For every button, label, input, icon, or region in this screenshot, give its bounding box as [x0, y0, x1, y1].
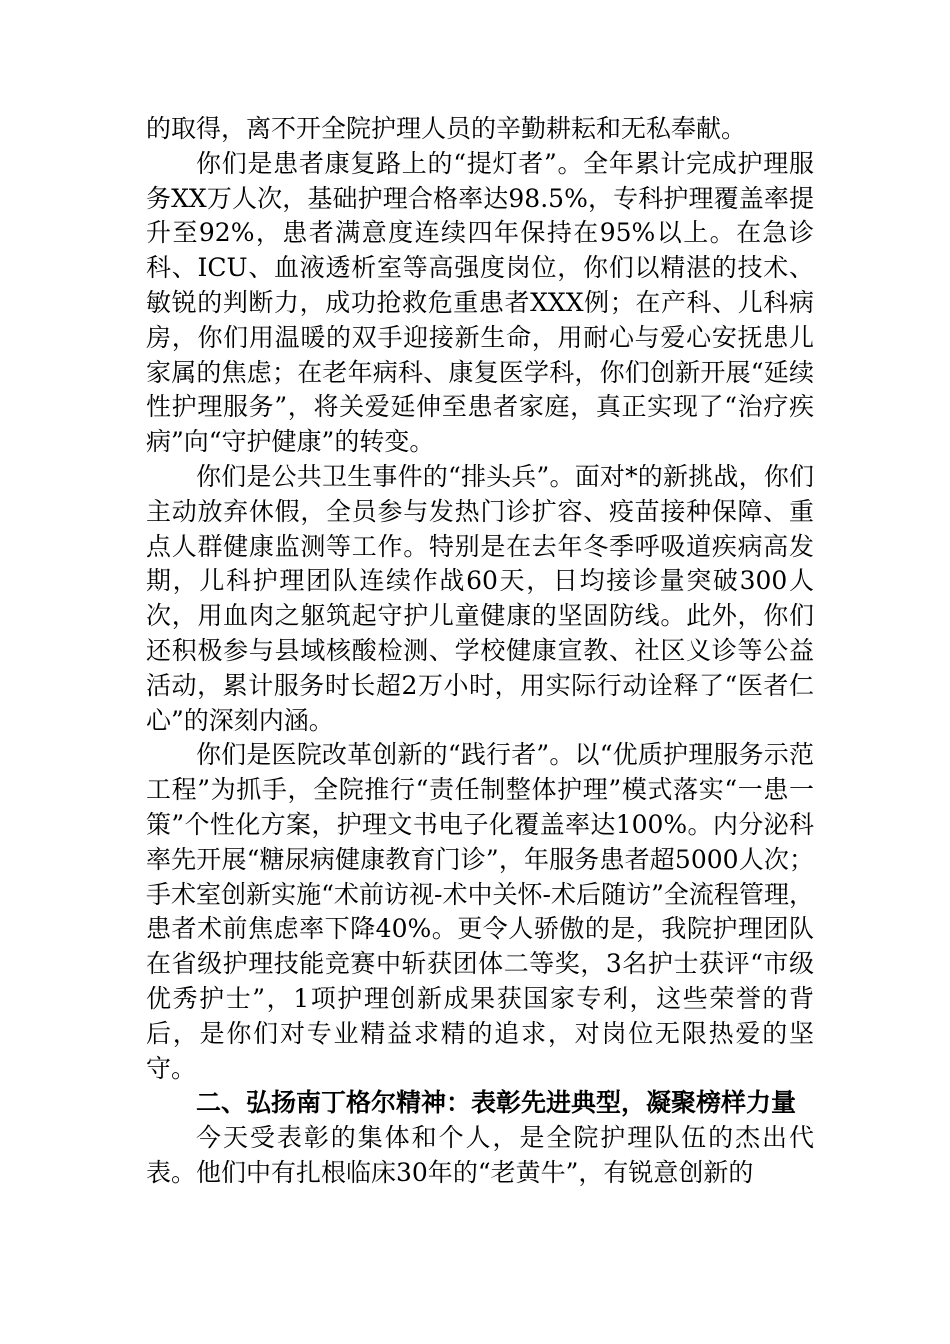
document-page	[146, 112, 814, 1191]
paragraph-honorees: 今天受表彰的集体和个人，是全院护理队伍的杰出代表。他们中有扎根临床30年的“老黄牛”，有锐意创新的	[146, 1123, 814, 1187]
paragraph-reform-innovation: 你们是医院改革创新的“践行者”。以“优质护理服务示范工程”为抓手，全院推行“责任制整体护理”模式落实“一患一策”个性化方案，护理文书电子化覆盖率达100%。内分泌科率先开展“糖尿病健康教育门诊”，年服务患者超5000人次；手术室创新实施“术前访视-术中关怀-术后随访”全流程管理，患者术前焦虑率下降40%。更令人骄傲的是，我院护理团队在省级护理技能竞赛中斩获团体二等奖，3名护士获评“市级优秀护士”，1项护理创新成果获国家专利，这些荣誉的背后，是你们对专业精益求精的追求，对岗位无限热爱的坚守。	[146, 740, 814, 1083]
paragraph-public-health: 你们是公共卫生事件的“排头兵”。面对*的新挑战，你们主动放弃休假，全员参与发热门诊扩容、疫苗接种保障、重点人群健康监测等工作。特别是在去年冬季呼吸道疾病高发期，儿科护理团队连续作战60天，日均接诊量突破300人次，用血肉之躯筑起守护儿童健康的坚固防线。此外，你们还积极参与县域核酸检测、学校健康宣教、社区义诊等公益活动，累计服务时长超2万小时，用实际行动诠释了“医者仁心”的深刻内涵。	[146, 461, 814, 735]
paragraph-continuation: 的取得，离不开全院护理人员的辛勤耕耘和无私奉献。	[146, 114, 747, 143]
section-heading: 二、弘扬南丁格尔精神：表彰先进典型，凝聚榜样力量	[196, 1088, 797, 1118]
paragraph-lamp-bearers: 你们是患者康复路上的“提灯者”。全年累计完成护理服务XX万人次，基础护理合格率达98.5%，专科护理覆盖率提升至92%，患者满意度连续四年保持在95%以上。在急诊科、ICU、血液透析室等高强度岗位，你们以精湛的技术、敏锐的判断力，成功抢救危重患者XXX例；在产科、儿科病房，你们用温暖的双手迎接新生命，用耐心与爱心安抚患儿家属的焦虑；在老年病科、康复医学科，你们创新开展“延续性护理服务”，将关爱延伸至患者家庭，真正实现了“治疗疾病”向“守护健康”的转变。	[146, 148, 814, 457]
